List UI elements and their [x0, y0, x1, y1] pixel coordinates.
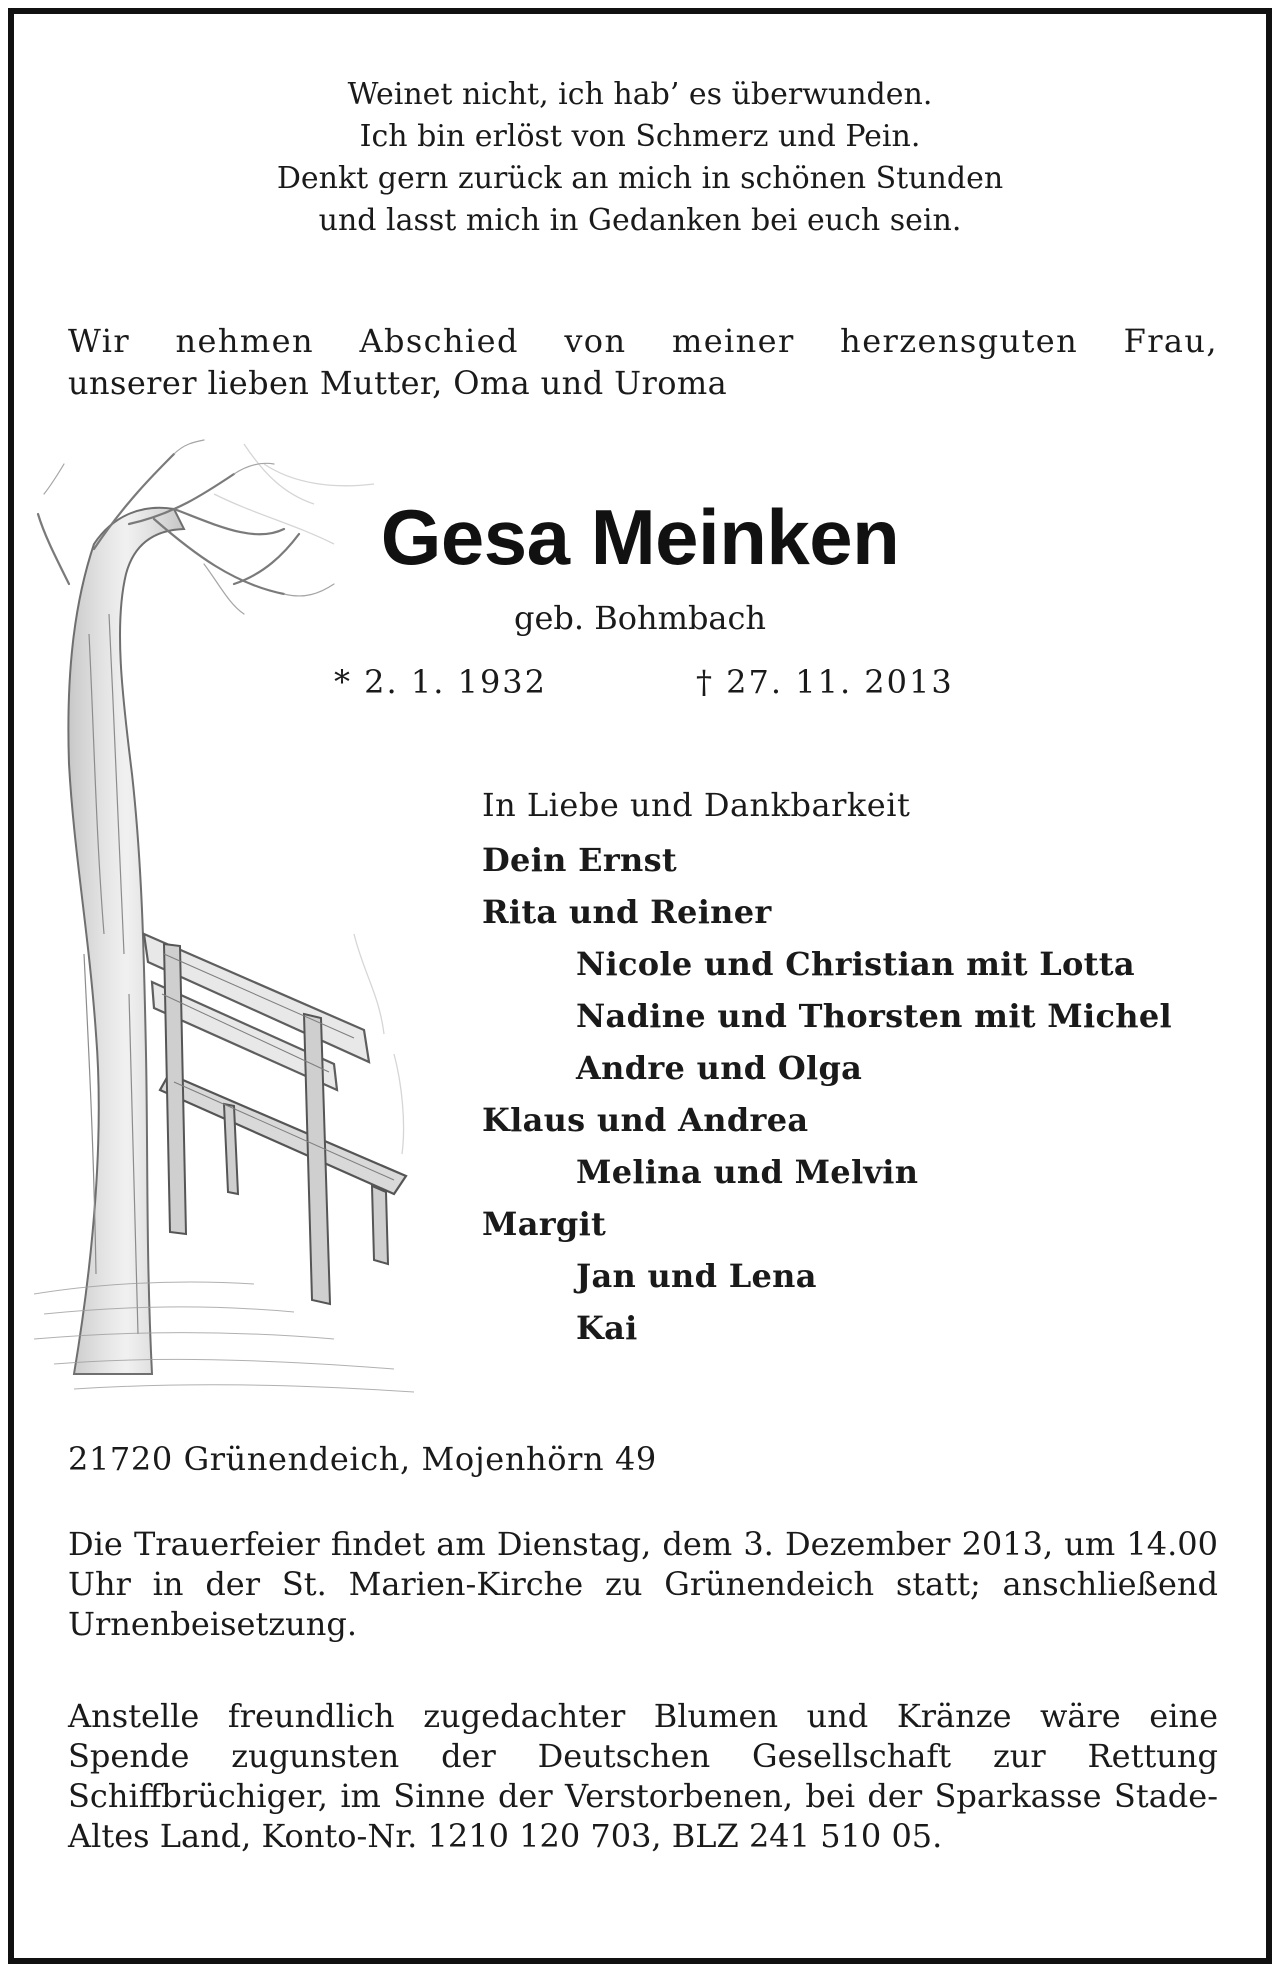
maiden-name: geb. Bohmbach: [513, 599, 767, 637]
birth-date: * 2. 1. 1932: [334, 663, 548, 701]
poem: [14, 74, 1266, 242]
family-member: Andre und Olga: [576, 1049, 863, 1087]
family-member: Dein Ernst: [482, 841, 677, 879]
family-member: Kai: [576, 1309, 638, 1347]
dedication: In Liebe und Dankbarkeit: [482, 786, 911, 824]
poem-line: Weinet nicht, ich hab’ es überwunden.: [347, 77, 933, 112]
poem-line: Ich bin erlöst von Schmerz und Pein.: [359, 119, 921, 154]
family-member: Melina und Melvin: [576, 1153, 919, 1191]
donation-info: Anstelle freundlich zugedachter Blumen und Kränze wäre eine Spende zugunsten der Deutschen Gesellschaft zur Rettung Schiffbrüchiger, im Sinne der Verstorbenen, bei der Sparkasse Stade-Altes Land, Konto-Nr. 1210 120 703, BLZ 241 510 05.: [68, 1697, 1218, 1855]
poem-line: Denkt gern zurück an mich in schönen Stunden: [276, 161, 1004, 196]
family-member: Nadine und Thorsten mit Michel: [576, 997, 1172, 1035]
family-member: Nicole und Christian mit Lotta: [576, 945, 1135, 983]
poem-line: und lasst mich in Gedanken bei euch sein.: [318, 203, 962, 238]
obituary-notice: [8, 8, 1272, 1964]
intro-line: Wir nehmen Abschied von meiner herzensguten Frau,: [68, 322, 1218, 360]
deceased-name: Gesa Meinken: [380, 493, 900, 581]
family-member: Klaus und Andrea: [482, 1101, 809, 1139]
death-date: † 27. 11. 2013: [696, 663, 954, 701]
funeral-info: Die Trauerfeier findet am Dienstag, dem 3. Dezember 2013, um 14.00 Uhr in der St. Marien-Kirche zu Grünendeich statt; anschließend Urnenbeisetzung.: [68, 1525, 1218, 1643]
intro-line: unserer lieben Mutter, Oma und Uroma: [68, 364, 728, 402]
family-member: Margit: [482, 1205, 607, 1243]
family-signatures: [482, 784, 1242, 1354]
address: 21720 Grünendeich, Mojenhörn 49: [68, 1440, 657, 1478]
family-member: Rita und Reiner: [482, 893, 772, 931]
farewell-intro: [68, 320, 1218, 404]
family-member: Jan und Lena: [576, 1257, 817, 1295]
